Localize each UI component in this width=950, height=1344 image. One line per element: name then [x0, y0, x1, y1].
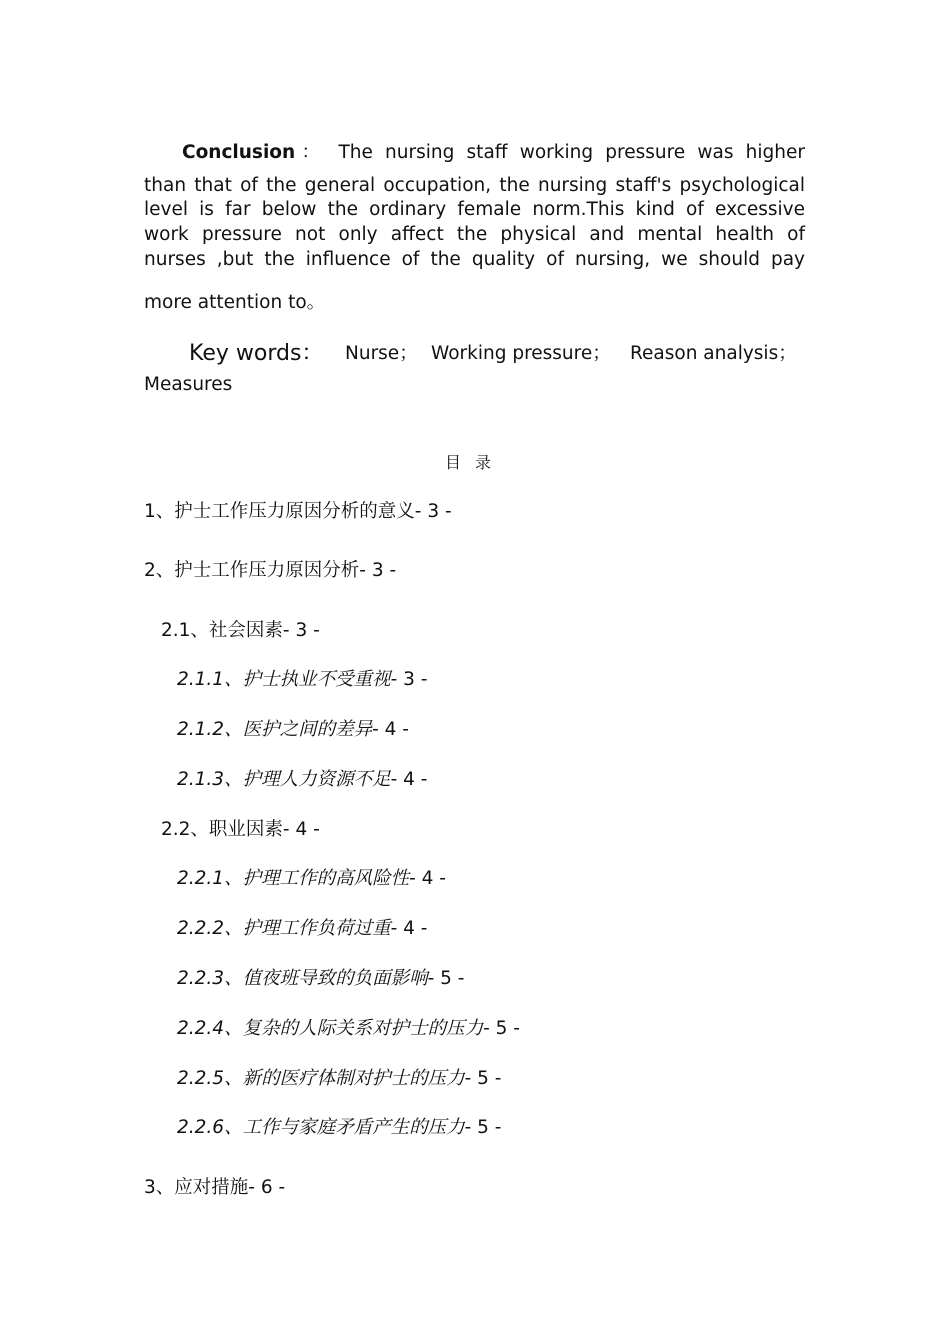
toc-entry-page: - 4 - — [372, 719, 409, 740]
toc-entry-text: 2.2.4、复杂的人际关系对护士的压力 — [177, 1018, 484, 1039]
keywords-line — [189, 336, 323, 367]
keyword-item: Nurse； — [345, 343, 418, 364]
toc-entry-page: - 4 - — [390, 918, 428, 939]
toc-entry-text: 2.2.3、值夜班导致的负面影响 — [177, 968, 428, 989]
toc-entry-text: 2.2、职业因素 — [161, 819, 283, 840]
conclusion-separator: ： — [295, 142, 327, 163]
toc-entry[interactable] — [144, 556, 396, 582]
toc-entry-text: 1、护士工作压力原因分析的意义 — [144, 501, 415, 522]
toc-entry-page: - 5 - — [464, 1068, 502, 1089]
toc-entry-page: - 4 - — [282, 819, 320, 840]
keyword-item: Reason analysis； — [630, 343, 797, 364]
toc-entry[interactable] — [177, 1113, 501, 1139]
toc-entry-page: - 6 - — [248, 1177, 286, 1198]
toc-entry[interactable] — [144, 1173, 285, 1199]
toc-entry[interactable] — [161, 815, 320, 841]
toc-entry-text: 2.2.2、护理工作负荷过重 — [177, 918, 391, 939]
toc-entry-text: 2、护士工作压力原因分析 — [144, 560, 360, 581]
toc-entry-page: - 3 - — [359, 560, 397, 581]
conclusion-label: Conclusion — [182, 142, 296, 163]
toc-entry[interactable] — [177, 1014, 520, 1040]
toc-entry[interactable] — [177, 765, 427, 791]
toc-entry-page: - 4 - — [409, 868, 446, 889]
conclusion-line-6: more attention to。 — [144, 292, 326, 313]
toc-entry-text: 2.2.6、工作与家庭矛盾产生的压力 — [177, 1117, 465, 1138]
toc-entry-page: - 3 - — [414, 501, 452, 522]
toc-entry-page: - 5 - — [464, 1117, 502, 1138]
conclusion-text-1: The nursing staff working pressure was higher — [338, 142, 805, 163]
toc-entry-page: - 3 - — [390, 669, 428, 690]
conclusion-line-4: work pressure not only affect the physical and mental health of — [144, 224, 805, 245]
keywords-label: Key words： — [189, 341, 324, 366]
conclusion-line-2: than that of the general occupation, the nursing staff's psychological — [144, 175, 805, 196]
toc-entry-text: 3、应对措施 — [144, 1177, 249, 1198]
toc-entry-page: - 4 - — [390, 769, 428, 790]
toc-entry[interactable] — [177, 715, 409, 741]
toc-entry[interactable] — [177, 964, 464, 990]
conclusion-line-3: level is far below the ordinary female norm.This kind of excessive — [144, 199, 805, 220]
toc-entry-text: 2.1.1、护士执业不受重视 — [177, 669, 391, 690]
toc-title: 目录 — [444, 453, 505, 472]
toc-entry-text: 2.1.3、护理人力资源不足 — [177, 769, 391, 790]
toc-entry[interactable] — [177, 665, 427, 691]
toc-entry-text: 2.1.2、医护之间的差异 — [177, 719, 373, 740]
toc-entry-text: 2.2.1、护理工作的高风险性 — [177, 868, 410, 889]
toc-entry-page: - 5 - — [427, 968, 465, 989]
toc-entry-page: - 3 - — [282, 620, 320, 641]
keyword-item: Working pressure； — [431, 343, 611, 364]
toc-entry[interactable] — [177, 914, 427, 940]
toc-entry-text: 2.2.5、新的医疗体制对护士的压力 — [177, 1068, 465, 1089]
conclusion-line-5: nurses ,but the influence of the quality of nursing, we should pay — [144, 249, 805, 270]
toc-entry[interactable] — [177, 864, 446, 890]
toc-entry-page: - 5 - — [483, 1018, 520, 1039]
toc-entry[interactable] — [177, 1064, 501, 1090]
toc-entry[interactable] — [144, 497, 452, 523]
conclusion-line-1 — [182, 138, 805, 164]
toc-entry[interactable] — [161, 616, 320, 642]
toc-entry-text: 2.1、社会因素 — [161, 620, 283, 641]
keyword-item: Measures — [144, 374, 233, 395]
